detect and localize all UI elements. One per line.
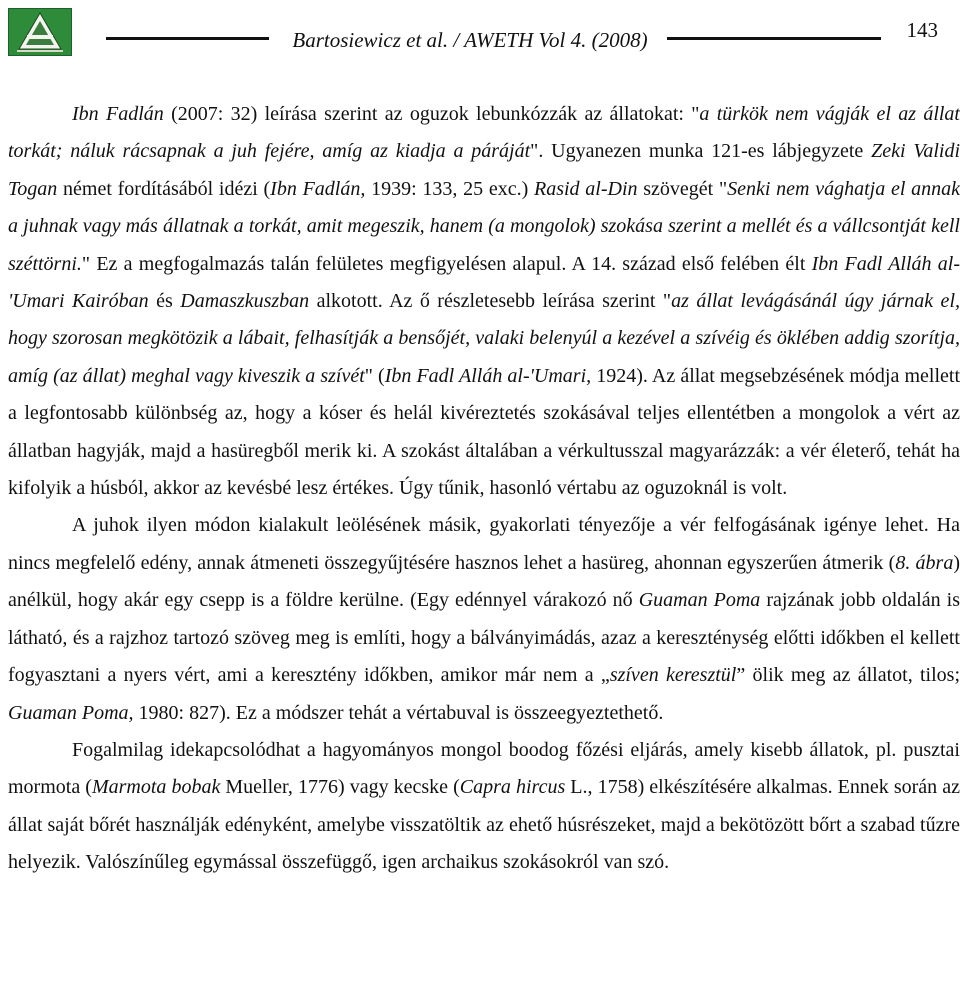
paragraph-3: Fogalmilag idekapcsolódhat a hagyományos mongol boodog főzési eljárás, amely kisebb állatok, pl. pusztai mormota (Marmota bobak Mueller, 1776) vagy kecske (Capra hircus L., 1758) elkészítésére alkalmas. Ennek során az állat saját bőrét használják edényként, amelybe visszatöltik az ehető húsrészeket, majd a bekötözött bőrt a szabad tűzre helyezik. Valószínűleg egymással összefüggő, igen archaikus szokásokról van szó.: [8, 738, 960, 874]
body-text: [8, 96, 960, 882]
header-rule-left: [106, 37, 269, 40]
running-head: Bartosiewicz et al. / AWETH Vol 4. (2008): [292, 28, 648, 52]
paragraph-2: A juhok ilyen módon kialakult leölésének másik, gyakorlati tényezője a vér felfogásának igénye lehet. Ha nincs megfelelő edény, annak átmeneti összegyűjtésére hasznos lehet a hasüreg, ahonnan egyszerűen átmerik (8. ábra) anélkül, hogy akár egy csepp is a földre kerülne. (Egy edénnyel várakozó nő Guaman Poma rajzának jobb oldalán is látható, és a rajzhoz tartozó szöveg meg is említi, hogy a bálványimádás, azaz a kereszténység előtti időkben el kellett fogyasztani a nyers vért, ami a keresztény időkben, amikor már nem a „szíven keresztül” ölik meg az állatot, tilos; Guaman Poma, 1980: 827). Ez a módszer tehát a vértabuval is összeegyeztethető.: [8, 514, 960, 724]
aweth-logo-icon: [8, 8, 72, 56]
paragraph-1: Ibn Fadlán (2007: 32) leírása szerint az oguzok lebunkózzák az állatokat: "a türkök nem vágják el az állat torkát; náluk rácsapnak a juh fejére, amíg az kiadja a páráját". Ugyanezen munka 121-es lábjegyzete Zeki Validi Togan német fordításából idézi (Ibn Fadlán, 1939: 133, 25 exc.) Rasid al-Din szövegét "Senki nem vághatja el annak a juhnak vagy más állatnak a torkát, amit megeszik, hanem (a mongolok) szokása szerint a mellét és a vállcsontját kell széttörni." Ez a megfogalmazás talán felületes megfigyelésen alapul. A 14. század első felében élt Ibn Fadl Alláh al-'Umari Kairóban és Damaszkuszban alkotott. Az ő részletesebb leírása szerint "az állat levágásánál úgy járnak el, hogy szorosan megkötözik a lábait, felhasítják a bensőjét, valaki belenyúl a kezével a szívéig és öklében addig szorítja, amíg (az állat) meghal vagy kiveszik a szívét" (Ibn Fadl Alláh al-'Umari, 1924). Az állat megsebzésének módja mellett a legfontosabb különbség az, hogy a kóser és helál kivéreztetés szokásával teljes ellentétben a mongolok a vért az állatban hagyják, majd a hasüregből merik ki. A szokást általában a vérkultusszal magyarázzák: a vér életerő, tehát ha kifolyik a húsból, akkor az kevésbé lesz értékes. Úgy tűnik, hasonló vértabu az oguzoknál is volt.: [8, 103, 960, 500]
header-rule-right: [667, 37, 881, 40]
page-number: 143: [906, 18, 938, 42]
